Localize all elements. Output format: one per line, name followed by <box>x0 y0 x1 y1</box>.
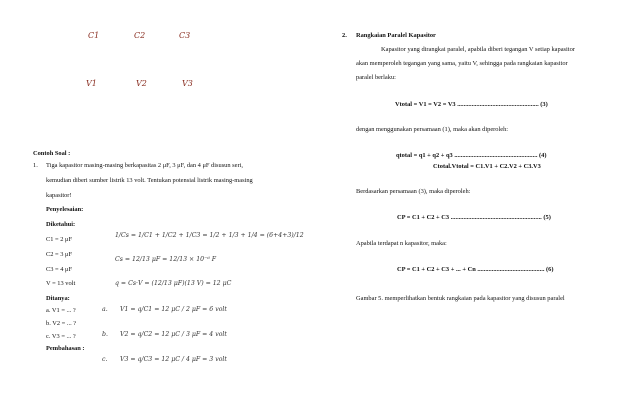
formula-3: Vtotal = V1 = V2 = V3 ................................................... (3) <box>395 101 548 108</box>
solution-title: Penyelesaian: <box>46 206 84 213</box>
intro-line-1: Kapasitor yang dirangkai paralel, apabila diberi tegangan V setiap kapasitor <box>381 46 575 53</box>
known-c1: C1 = 2 μF <box>46 236 73 243</box>
formula-4b: Ctotal.Vtotal = C1.V1 + C2.V2 + C3.V3 <box>433 163 541 170</box>
text-n-capacitors: Apabila terdapat n kapasitor, maka: <box>356 240 447 247</box>
text-using-eq1: dengan menggunakan persamaan (1), maka akan diperoleh: <box>356 126 509 133</box>
eq-series-capacitance <box>115 232 304 239</box>
discussion-title: Pembahasan : <box>46 345 85 352</box>
label-v1: V1 <box>86 79 97 88</box>
asked-b: b. V2 = ... ? <box>46 320 77 327</box>
problem-line-3: kapasitor! <box>46 192 72 199</box>
eq-a-label: a. <box>102 306 108 313</box>
eq1-lhs: 1/Cs <box>115 232 129 239</box>
eq-b: V2 = q/C2 = 12 μC / 3 μF = 4 volt <box>120 331 227 338</box>
label-v2: V2 <box>136 79 147 88</box>
asked-a: a. V1 = ... ? <box>46 307 76 314</box>
known-v: V = 13 volt <box>46 280 76 287</box>
eq1-rhs: = 1/C1 + 1/C2 + 1/C3 = 1/2 + 1/3 + 1/4 = (6+4+3)/12 <box>130 232 304 239</box>
known-c3: C3 = 4 μF <box>46 266 73 273</box>
figure-caption: Gambar 5. memperlihatkan bentuk rangkaian pada kapasitor yang disusun paralel <box>356 295 565 302</box>
asked-c: c. V3 = ... ? <box>46 333 76 340</box>
problem-line-1: Tiga kapasitor masing-masing berkapasitas 2 μF, 3 μF, dan 4 μF disusun seri, <box>46 162 243 169</box>
formula-5: CP = C1 + C2 + C3 ......................................................... (5) <box>397 214 551 221</box>
label-c1: C1 <box>88 31 100 40</box>
text-based-on-eq3: Berdasarkan persamaan (3), maka diperoleh: <box>356 188 471 195</box>
eq-c-label: c. <box>102 356 108 363</box>
intro-line-2: akan memperoleh tegangan yang sama, yaitu V, sehingga pada rangkaian kapasitor <box>356 60 568 67</box>
eq-a: V1 = q/C1 = 12 μC / 2 μF = 6 volt <box>120 306 227 313</box>
example-title: Contoh Soal : <box>33 150 71 157</box>
section-number: 2. <box>342 32 347 39</box>
formula-4: qtotal = q1 + q2 + q3 .................................................... (4) <box>396 152 547 159</box>
intro-line-3: paralel berlaku: <box>356 74 396 81</box>
asked-title: Ditanya: <box>46 295 70 302</box>
known-title: Diketahui: <box>46 221 76 228</box>
eq-cs-value: Cs = 12/13 μF = 12/13 × 10⁻⁶ F <box>115 256 217 263</box>
problem-number: 1. <box>33 162 38 169</box>
label-c2: C2 <box>134 31 146 40</box>
eq-b-label: b. <box>102 331 108 338</box>
problem-line-2: kemudian diberi sumber listrik 13 volt. Tentukan potensial listrik masing-masing <box>46 177 253 184</box>
label-c3: C3 <box>179 31 191 40</box>
formula-6: CP = C1 + C2 + C3 + ... + Cn .......................................... (6) <box>397 266 554 273</box>
label-v3: V3 <box>182 79 193 88</box>
eq-charge: q = Cs·V = (12/13 μF)(13 V) = 12 μC <box>115 280 232 287</box>
known-c2: C2 = 3 μF <box>46 251 73 258</box>
eq-c: V3 = q/C3 = 12 μC / 4 μF = 3 volt <box>120 356 227 363</box>
section-title: Rangkaian Paralel Kapasitor <box>356 32 436 39</box>
